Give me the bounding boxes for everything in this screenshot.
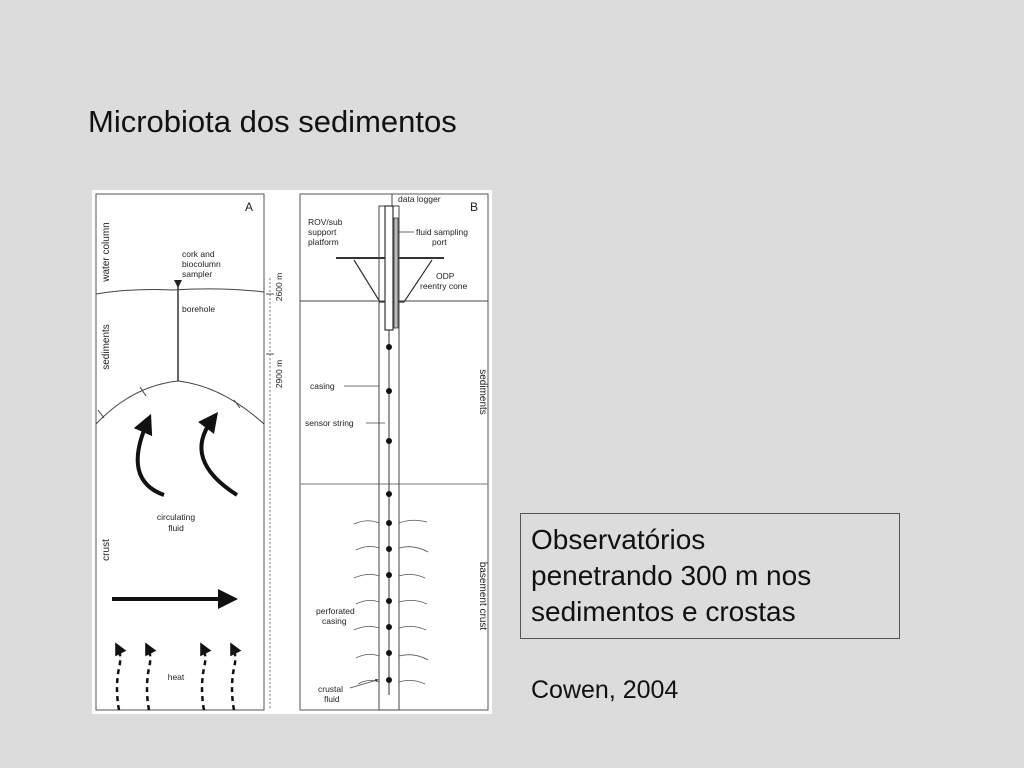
fluid-inflow-left [354, 574, 379, 578]
heat-arrow-icon [117, 648, 120, 710]
panel-b [300, 194, 488, 710]
label-cork: sampler [182, 269, 213, 279]
panel-a-frame [96, 194, 264, 710]
label-cork: biocolumn [182, 259, 221, 269]
zone-label-basement-crust: basement crust [477, 561, 488, 631]
label-rov-platform: support [308, 227, 337, 237]
label-perforated-casing: perforated [316, 606, 355, 616]
label-crustal-fluid: fluid [324, 694, 340, 704]
heat-arrow-icon [232, 648, 235, 710]
label-circulating-fluid: circulating [156, 512, 196, 522]
label-perforated-casing: casing [322, 616, 347, 626]
label-circulating-fluid: fluid [168, 523, 184, 533]
seafloor-line [96, 289, 264, 294]
caption-line: sedimentos e crostas [531, 596, 796, 627]
label-rov-platform: ROV/sub [308, 217, 343, 227]
fluid-inflow-right [399, 680, 425, 684]
citation: Cowen, 2004 [531, 676, 679, 704]
fluid-inflow-right [399, 626, 426, 630]
label-fluid-sampling-port: fluid sampling [416, 227, 468, 237]
sensor-bead [386, 598, 392, 604]
label-heat: heat [167, 672, 185, 682]
crust-tick [98, 410, 104, 418]
fluid-inflow-right [399, 574, 425, 578]
sensor-bead [386, 572, 392, 578]
panel-a-letter: A [245, 200, 254, 214]
sensor-bead [386, 491, 392, 497]
zone-label-crust: crust [101, 539, 112, 561]
slide-title: Microbiota dos sedimentos [88, 104, 457, 139]
fluid-inflow-right [399, 547, 428, 552]
sensor-bead [386, 520, 392, 526]
crust-surface-line [96, 381, 264, 424]
circulation-arrow-right-icon [201, 420, 237, 495]
label-odp-cone: reentry cone [420, 281, 468, 291]
circulation-arrow-left-icon [138, 423, 164, 495]
observatory-figure [92, 190, 492, 714]
panel-a [96, 194, 264, 710]
fluid-inflow-right [399, 600, 427, 604]
zone-label-water-column: water column [101, 222, 112, 282]
figure-svg [92, 190, 492, 714]
caption-line: Observatórios [531, 524, 706, 555]
cork-marker [174, 280, 182, 288]
fluid-inflow-right [399, 520, 427, 523]
heat-arrow-icon [202, 648, 205, 710]
depth-label-lower: 2900 m [274, 359, 284, 389]
sensor-bead [386, 624, 392, 630]
zone-label-sediments: sediments [477, 369, 488, 415]
heat-arrow-icon [147, 648, 150, 710]
fluid-inflow-left [356, 546, 379, 550]
fluid-inflow-left [356, 600, 379, 604]
depth-label-upper: 2600 m [274, 272, 284, 302]
label-odp-cone: ODP [436, 271, 455, 281]
label-sensor-string: sensor string [305, 418, 354, 428]
label-casing: casing [310, 381, 335, 391]
label-data-logger: data logger [398, 194, 441, 204]
label-cork: cork and [182, 249, 215, 259]
depth-scale [266, 273, 284, 710]
sensor-bead [386, 344, 392, 350]
label-borehole: borehole [182, 304, 216, 314]
label-crustal-fluid: crustal [318, 684, 344, 694]
caption-box [520, 513, 900, 639]
panel-b-letter: B [470, 200, 479, 214]
label-rov-platform: platform [308, 237, 339, 247]
fluid-sampling-port [394, 218, 398, 328]
caption-line: penetrando 300 m nos [531, 560, 812, 591]
fluid-inflow-right [399, 655, 428, 660]
sensor-bead [386, 650, 392, 656]
fluid-inflow-left [354, 626, 379, 630]
sensor-bead [386, 677, 392, 683]
data-logger-housing [385, 206, 393, 330]
sensor-bead [386, 388, 392, 394]
fluid-inflow-left [354, 521, 379, 524]
fluid-inflow-left [356, 654, 379, 658]
sensor-bead [386, 546, 392, 552]
zone-label-sediments: sediments [101, 324, 112, 370]
sensor-bead [386, 438, 392, 444]
label-fluid-sampling-port: port [432, 237, 447, 247]
